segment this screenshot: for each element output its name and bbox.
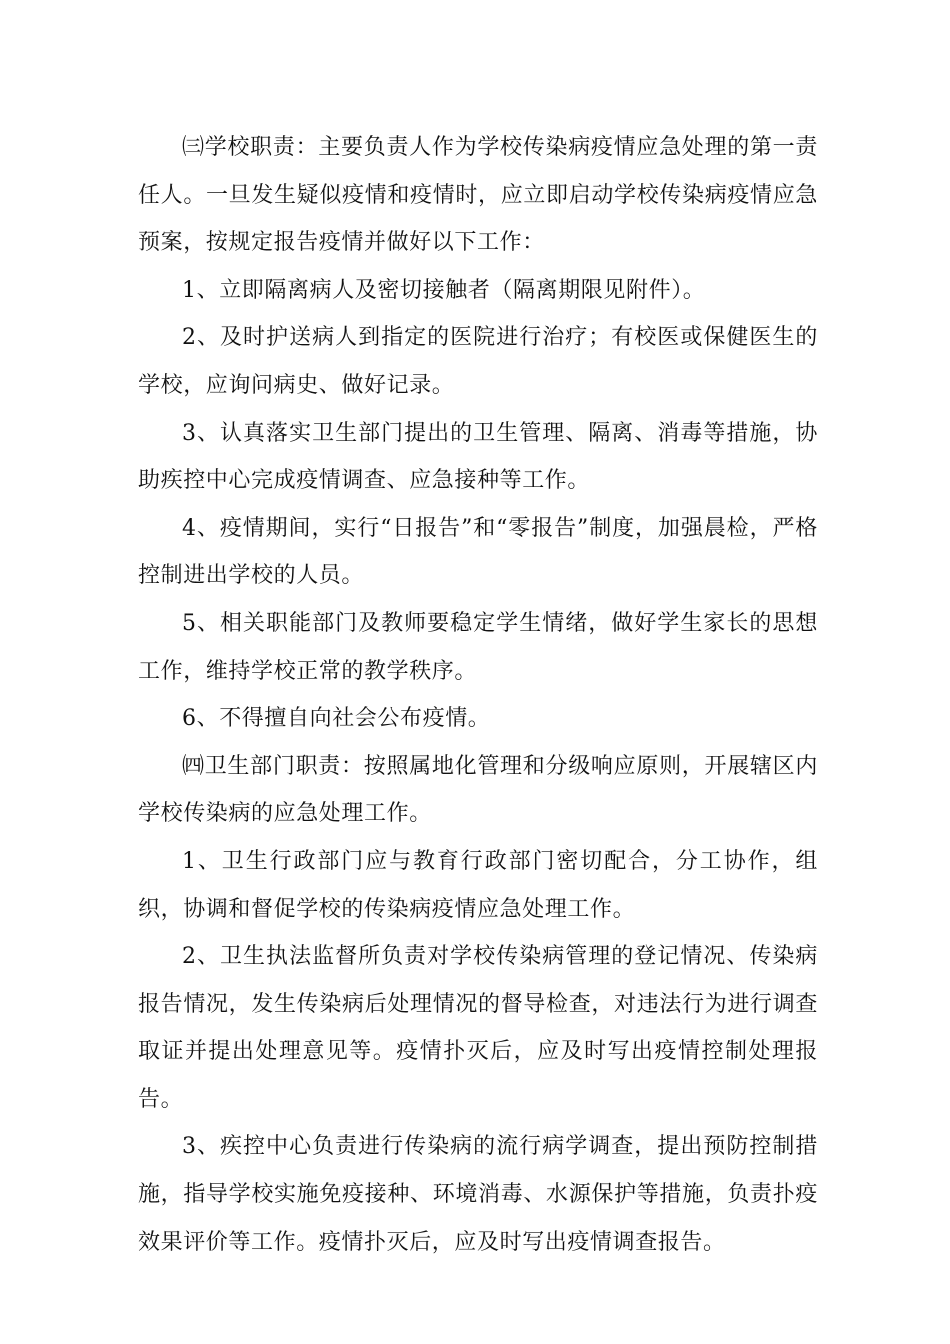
document-body xyxy=(138,124,818,1266)
health-duty-item-1: 1、卫生行政部门应与教育行政部门密切配合，分工协作，组织，协调和督促学校的传染病疫情应急处理工作。 xyxy=(138,848,818,922)
school-duty-item-5: 5、相关职能部门及教师要稳定学生情绪，做好学生家长的思想工作，维持学校正常的教学秩序。 xyxy=(138,610,818,684)
school-duty-item-4: 4、疫情期间，实行“日报告”和“零报告”制度，加强晨检，严格控制进出学校的人员。 xyxy=(138,515,818,589)
school-duty-item-2: 2、及时护送病人到指定的医院进行治疗；有校医或保健医生的学校，应询问病史、做好记录。 xyxy=(138,325,818,398)
section-4-health-department-duties: ㈣卫生部门职责：按照属地化管理和分级响应原则，开展辖区内学校传染病的应急处理工作。 xyxy=(138,753,818,827)
school-duty-item-1: 1、立即隔离病人及密切接触者（隔离期限见附件）。 xyxy=(182,277,706,303)
health-duty-item-3: 3、疾控中心负责进行传染病的流行病学调查，提出预防控制措施，指导学校实施免疫接种、环境消毒、水源保护等措施，负责扑疫效果评价等工作。疫情扑灭后，应及时写出疫情调查报告。 xyxy=(138,1134,818,1255)
school-duty-item-6: 6、不得擅自向社会公布疫情。 xyxy=(182,706,491,732)
health-duty-item-2: 2、卫生执法监督所负责对学校传染病管理的登记情况、传染病报告情况，发生传染病后处理情况的督导检查，对违法行为进行调查取证并提出处理意见等。疫情扑灭后，应及时写出疫情控制处理报告。 xyxy=(138,944,818,1112)
section-3-school-duties: ㈢学校职责：主要负责人作为学校传染病疫情应急处理的第一责任人。一旦发生疑似疫情和疫情时，应立即启动学校传染病疫情应急预案，按规定报告疫情并做好以下工作： xyxy=(138,135,818,256)
school-duty-item-3: 3、认真落实卫生部门提出的卫生管理、隔离、消毒等措施，协助疾控中心完成疫情调查、应急接种等工作。 xyxy=(138,420,818,494)
